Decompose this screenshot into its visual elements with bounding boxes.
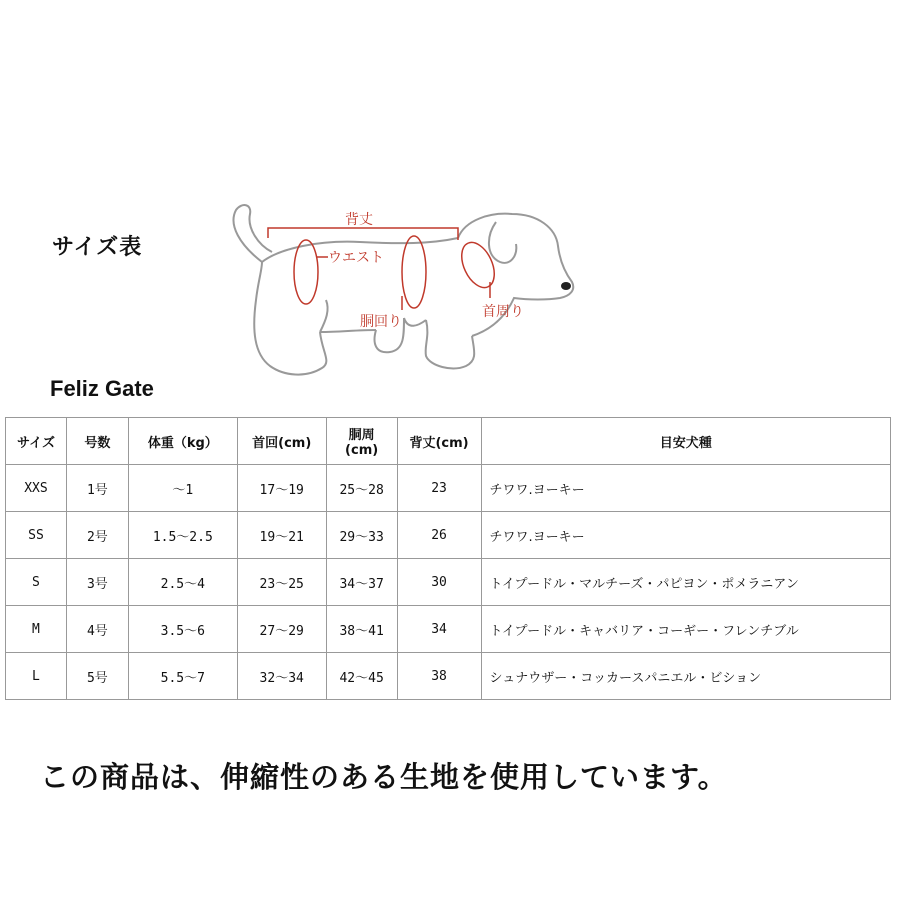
cell-weight: 5.5～7 [128, 653, 237, 700]
cell-girth: 38～41 [326, 606, 397, 653]
neck-marker [455, 237, 501, 292]
cell-size: S [6, 559, 67, 606]
header-number: 号数 [66, 418, 128, 465]
cell-weight: 2.5～4 [128, 559, 237, 606]
cell-breeds: チワワ.ヨーキー [481, 512, 890, 559]
cell-girth: 25～28 [326, 465, 397, 512]
dog-measurement-diagram [0, 0, 920, 420]
size-table [5, 417, 891, 700]
table-row [6, 512, 891, 559]
cell-neck: 23～25 [237, 559, 326, 606]
cell-breeds: チワワ.ヨーキー [481, 465, 890, 512]
cell-number: 2号 [66, 512, 128, 559]
waist-marker [294, 240, 318, 304]
waist-label: ウエスト [328, 250, 384, 266]
header-neck: 首回(cm) [237, 418, 326, 465]
cell-neck: 19～21 [237, 512, 326, 559]
cell-weight: 3.5～6 [128, 606, 237, 653]
material-note: この商品は、伸縮性のある生地を使用しています。 [40, 760, 728, 794]
cell-back-length: 26 [397, 512, 481, 559]
dog-nose-icon [561, 282, 571, 290]
table-header-row [6, 418, 891, 465]
cell-neck: 32～34 [237, 653, 326, 700]
cell-weight: ～1 [128, 465, 237, 512]
cell-breeds: トイプードル・マルチーズ・パピヨン・ポメラニアン [481, 559, 890, 606]
table-row [6, 653, 891, 700]
cell-back-length: 23 [397, 465, 481, 512]
cell-neck: 17～19 [237, 465, 326, 512]
cell-number: 4号 [66, 606, 128, 653]
cell-number: 1号 [66, 465, 128, 512]
header-girth: 胴周 (cm) [326, 418, 397, 465]
cell-back-length: 38 [397, 653, 481, 700]
cell-number: 3号 [66, 559, 128, 606]
header-size: サイズ [6, 418, 67, 465]
cell-back-length: 34 [397, 606, 481, 653]
table-row [6, 559, 891, 606]
brand-name: Feliz Gate [50, 376, 154, 401]
header-back-length: 背丈(cm) [397, 418, 481, 465]
cell-girth: 34～37 [326, 559, 397, 606]
cell-size: XXS [6, 465, 67, 512]
header-weight: 体重（kg） [128, 418, 237, 465]
cell-weight: 1.5～2.5 [128, 512, 237, 559]
cell-breeds: トイプードル・キャバリア・コーギー・フレンチブル [481, 606, 890, 653]
cell-size: M [6, 606, 67, 653]
cell-girth: 42～45 [326, 653, 397, 700]
cell-breeds: シュナウザー・コッカースパニエル・ビション [481, 653, 890, 700]
table-row [6, 606, 891, 653]
girth-label: 胴回り [360, 314, 402, 330]
cell-girth: 29～33 [326, 512, 397, 559]
back-length-label: 背丈 [345, 212, 373, 228]
cell-size: SS [6, 512, 67, 559]
size-chart-title: サイズ表 [52, 235, 143, 260]
cell-number: 5号 [66, 653, 128, 700]
header-breeds: 目安犬種 [481, 418, 890, 465]
cell-back-length: 30 [397, 559, 481, 606]
table-row [6, 465, 891, 512]
cell-neck: 27～29 [237, 606, 326, 653]
girth-marker [402, 236, 426, 308]
cell-size: L [6, 653, 67, 700]
neck-label: 首周り [482, 304, 524, 320]
back-length-marker [268, 228, 458, 240]
